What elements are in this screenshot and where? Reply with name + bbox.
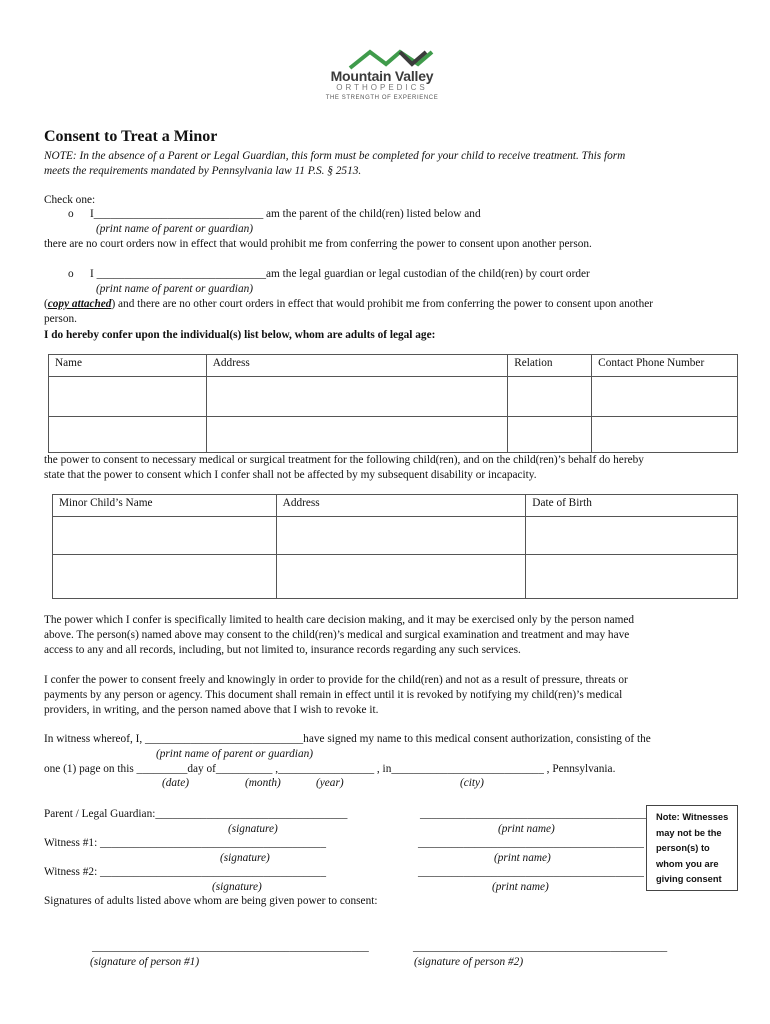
cell-input[interactable] — [53, 517, 277, 555]
person1-signature-line[interactable]: _________________________________________________ — [92, 941, 369, 953]
logo — [298, 48, 478, 104]
parent-signature-line[interactable]: Parent / Legal Guardian:__________________________________ — [44, 808, 348, 820]
hint-month: (month) — [245, 777, 281, 789]
logo-sub: ORTHOPEDICS — [336, 83, 428, 92]
witness2-print-line[interactable]: ________________________________________ — [418, 866, 644, 878]
col-name: Name — [49, 355, 207, 377]
para2-line2: payments by any person or agency. This document shall remain in effect until it is revoked by notifying my child(ren)’s medical — [44, 689, 623, 701]
adults-signature-label: Signatures of adults listed above whom are being given power to consent: — [44, 895, 378, 907]
para2-line1: I confer the power to consent freely and knowingly in order to provide for the child(ren) and not as a result of pressure, threats or — [44, 674, 628, 686]
witness1-signature-line[interactable]: Witness #1: ________________________________________ — [44, 837, 326, 849]
person1-hint: (signature of person #1) — [90, 956, 200, 968]
option2-tail2: person. — [44, 313, 77, 325]
parent-print-hint: (print name) — [498, 823, 555, 835]
option2-line: I ______________________________am the legal guardian or legal custodian of the child(ren) by court order — [90, 268, 590, 280]
cell-input[interactable] — [508, 417, 592, 453]
logo-tagline: THE STRENGTH OF EXPERIENCE — [325, 95, 439, 101]
cell-input[interactable] — [508, 377, 592, 417]
note-line-2: meets the requirements mandated by Pennsylvania law 11 P.S. § 2513. — [44, 165, 362, 177]
table-row — [49, 417, 738, 453]
cell-input[interactable] — [276, 517, 526, 555]
option2-tail: (copy attached) and there are no other court orders in effect that would prohibit me from conferring the power to consent upon another — [44, 298, 653, 310]
table-row — [53, 517, 738, 555]
cell-input[interactable] — [206, 417, 507, 453]
mountain-logo-mark — [348, 48, 434, 70]
witness-line: In witness whereof, I, ____________________________have signed my name to this medical consent authorization, consisting of the — [44, 733, 651, 745]
col-address: Address — [206, 355, 507, 377]
hint-year: (year) — [316, 777, 344, 789]
cell-input[interactable] — [276, 555, 526, 599]
witness1-signature-hint: (signature) — [220, 852, 270, 864]
col-minor-name: Minor Child’s Name — [53, 495, 277, 517]
power-text-2: state that the power to consent which I confer shall not be affected by my subsequent disability or incapacity. — [44, 469, 537, 481]
witness1-print-line[interactable]: ________________________________________ — [418, 837, 644, 849]
table-row — [53, 555, 738, 599]
option2-hint: (print name of parent or guardian) — [96, 283, 253, 295]
option1-checkbox[interactable]: o — [68, 208, 74, 220]
witness-note-box — [646, 805, 738, 891]
cell-input[interactable] — [526, 555, 738, 599]
para1-line3: access to any and all records, including, but not limited to, insurance records regarding any such services. — [44, 644, 521, 656]
copy-attached: copy attached — [47, 298, 112, 310]
person2-signature-line[interactable]: _____________________________________________ — [413, 941, 668, 953]
cell-input[interactable] — [592, 377, 738, 417]
cell-input[interactable] — [526, 517, 738, 555]
option1-line: I______________________________ am the parent of the child(ren) listed below and — [90, 208, 481, 220]
check-one-label: Check one: — [44, 194, 96, 206]
option1-hint: (print name of parent or guardian) — [96, 223, 253, 235]
cell-input[interactable] — [49, 417, 207, 453]
date-line: one (1) page on this _________day of__________ ,_________________ , in___________________________ , Pennsylvania. — [44, 763, 616, 775]
witness-hint: (print name of parent or guardian) — [156, 748, 313, 760]
witness-note-line: person(s) to — [656, 843, 710, 853]
hint-city: (city) — [460, 777, 484, 789]
witness2-print-hint: (print name) — [492, 881, 549, 893]
col-minor-address: Address — [276, 495, 526, 517]
witness2-signature-line[interactable]: Witness #2: ________________________________________ — [44, 866, 326, 878]
table-row — [49, 355, 738, 377]
confer-heading: I do hereby confer upon the individual(s) list below, whom are adults of legal age: — [44, 329, 436, 341]
parent-signature-hint: (signature) — [228, 823, 278, 835]
page-title: Consent to Treat a Minor — [44, 128, 218, 145]
minors-table — [52, 494, 738, 599]
witness-note-line: Note: Witnesses — [656, 812, 729, 822]
witness2-signature-hint: (signature) — [212, 881, 262, 893]
option1-tail: there are no court orders now in effect that would prohibit me from conferring the power to consent upon another person. — [44, 238, 592, 250]
cell-input[interactable] — [53, 555, 277, 599]
table-row — [53, 495, 738, 517]
witness1-print-hint: (print name) — [494, 852, 551, 864]
witness-note-line: giving consent — [656, 874, 722, 884]
parent-print-line[interactable]: ________________________________________ — [420, 808, 646, 820]
option2-checkbox[interactable]: o — [68, 268, 74, 280]
hint-date: (date) — [162, 777, 189, 789]
cell-input[interactable] — [49, 377, 207, 417]
person2-hint: (signature of person #2) — [414, 956, 524, 968]
logo-name: Mountain Valley — [330, 68, 434, 84]
power-text-1: the power to consent to necessary medical or surgical treatment for the following child(ren), and on the child(ren)’s behalf do hereby — [44, 454, 644, 466]
col-dob: Date of Birth — [526, 495, 738, 517]
cell-input[interactable] — [592, 417, 738, 453]
col-relation: Relation — [508, 355, 592, 377]
cell-input[interactable] — [206, 377, 507, 417]
note-line-1: NOTE: In the absence of a Parent or Legal Guardian, this form must be completed for your child to receive treatment. This form — [44, 150, 626, 162]
table-row — [49, 377, 738, 417]
col-phone: Contact Phone Number — [592, 355, 738, 377]
para1-line1: The power which I confer is specifically limited to health care decision making, and it may be exercised only by the person named — [44, 614, 635, 626]
witness-note-line: whom you are — [656, 858, 719, 869]
witness-note-line: may not be the — [656, 827, 722, 838]
para1-line2: above. The person(s) named above may consent to the child(ren)’s medical and surgical examination and treatment and may have — [44, 629, 630, 641]
adults-table — [48, 354, 738, 453]
para2-line3: providers, in writing, and the person named above that I wish to revoke it. — [44, 704, 379, 716]
